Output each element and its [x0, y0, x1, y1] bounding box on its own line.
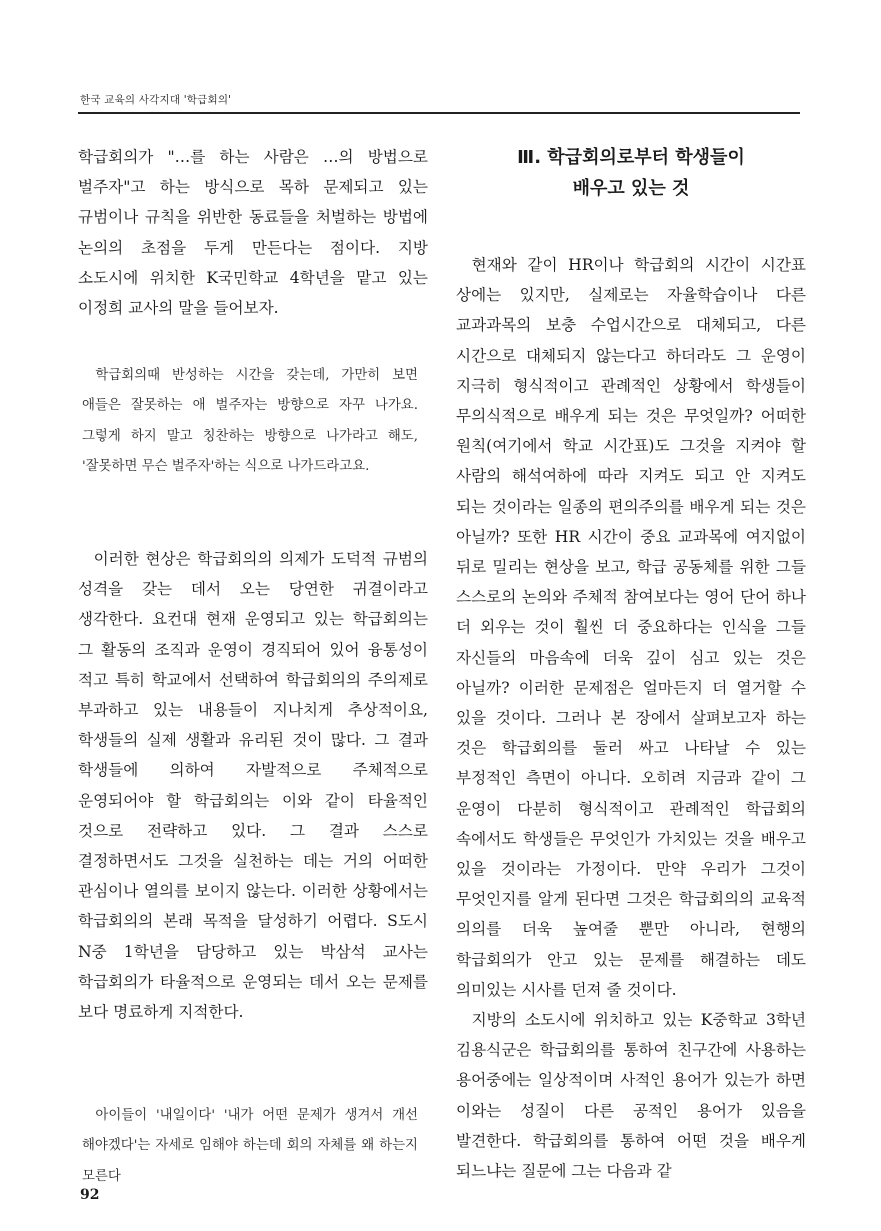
- left-column: [78, 142, 428, 1192]
- body-paragraph: 지방의 소도시에 위치하고 있는 K중학교 3학년 김용식군은 학급회의를 통하여 친구간에 사용하는 용어중에는 일상적이며 사적인 용어가 있는가 하면 이와는 성질이 다른 공적인 용어가 있음을 발견한다. 학급회의를 통하여 어떤 것을 배우게 되느냐는 질문에 그는 다음과 같: [456, 1011, 806, 1181]
- section-title-line: Ⅲ. 학급회의로부터 학생들이: [517, 147, 745, 168]
- body-paragraph: 이러한 현상은 학급회의의 의제가 도덕적 규범의 성격을 갖는 데서 오는 당연한 귀결이라고 생각한다. 요컨대 현재 운영되고 있는 학급회의는 그 활동의 조직과 운영이 경직되어 있어 융통성이 적고 특히 학교에서 선택하여 학급회의의 주의제로 부과하고 있는 내용들이 지나치게 추상적이요, 학생들의 실제 생활과 유리된 것이 많다. 그 결과 학생들에 의하여 자발적으로 주체적으로 운영되어야 할 학급회의는 이와 같이 타율적인 것으로 전략하고 있다. 그 결과 스스로 결정하면서도 그것을 실천하는 데는 거의 어떠한 관심이나 열의를 보이지 않는다. 이러한 상황에서는 학급회의의 본래 목적을 달성하기 어렵다. S도시 N중 1학년을 담당하고 있는 박삼석 교사는 학급회의가 타율적으로 운영되는 데서 오는 문제를 보다 명료하게 지적한다.: [78, 550, 428, 1022]
- body-paragraph: 학급회의가 "…를 하는 사람은 …의 방법으로 벌주자"고 하는 방식으로 목하 문제되고 있는 규범이나 규칙을 위반한 동료들을 처벌하는 방법에 논의의 초점을 두게 만든다는 점이다. 지방 소도시에 위치한 K국민학교 4학년을 맡고 있는 이정희 교사의 말을 들어보자.: [78, 148, 428, 318]
- interview-quote: 아이들이 '내일이다' '내가 어떤 문제가 생겨서 개선 해야겠다'는 자세로 임해야 하는데 회의 자체를 왜 하는지 모른다: [82, 1108, 418, 1184]
- running-head: 한국 교육의 사각지대 '학급회의': [80, 94, 232, 106]
- section-title-line: 배우고 있는 것: [572, 178, 690, 199]
- body-paragraph: 현재와 같이 HR이나 학급회의 시간이 시간표 상에는 있지만, 실제로는 자율학습이나 다른 교과과목의 보충 수업시간으로 대체되고, 다른 시간으로 대체되지 않는다고 하더라도 그 운영이 지극히 형식적이고 관례적인 상황에서 학생들이 무의식적으로 배우게 되는 것은 무엇일까? 어떠한 원칙(여기에서 학교 시간표)도 그것을 지켜야 할 사람의 해석여하에 따라 지켜도 되고 안 지켜도 되는 것이라는 일종의 편의주의를 배우게 되는 것은 아닐까? 또한 HR 시간이 중요 교과목에 여지없이 뒤로 밀리는 현상을 보고, 학급 공동체를 위한 그들 스스로의 논의와 주체적 참여보다는 영어 단어 하나 더 외우는 것이 훨씬 더 중요하다는 인식을 그들 자신들의 마음속에 더욱 깊이 심고 있는 것은 아닐까? 이러한 문제점은 얼마든지 더 열거할 수 있을 것이다. 그러나 본 장에서 살펴보고자 하는 것은 학급회의를 둘러 싸고 나타날 수 있는 부정적인 측면이 아니다. 오히려 지금과 같이 그 운영이 다분히 형식적이고 관례적인 학급회의 속에서도 학생들은 무엇인가 가치있는 것을 배우고 있을 것이라는 가정이다. 만약 우리가 그것이 무엇인지를 알게 된다면 그것은 학급회의의 교육적 의의를 더욱 높여줄 뿐만 아니라, 현행의 학급회의가 안고 있는 문제를 해결하는 데도 의미있는 시사를 던져 줄 것이다.: [456, 256, 806, 999]
- interview-quote: 학급회의때 반성하는 시간을 갖는데, 가만히 보면 애들은 잘못하는 애 벌주자는 방향으로 자꾸 나가요. 그렇게 하지 말고 칭찬하는 방향으로 나가라고 해도, '잘못하면 무슨 벌주자'하는 식으로 나가드라고요.: [82, 368, 418, 474]
- header-rule: [78, 112, 800, 114]
- page-number: 92: [80, 1187, 100, 1203]
- right-column: [456, 142, 806, 1186]
- section-title: [456, 142, 806, 204]
